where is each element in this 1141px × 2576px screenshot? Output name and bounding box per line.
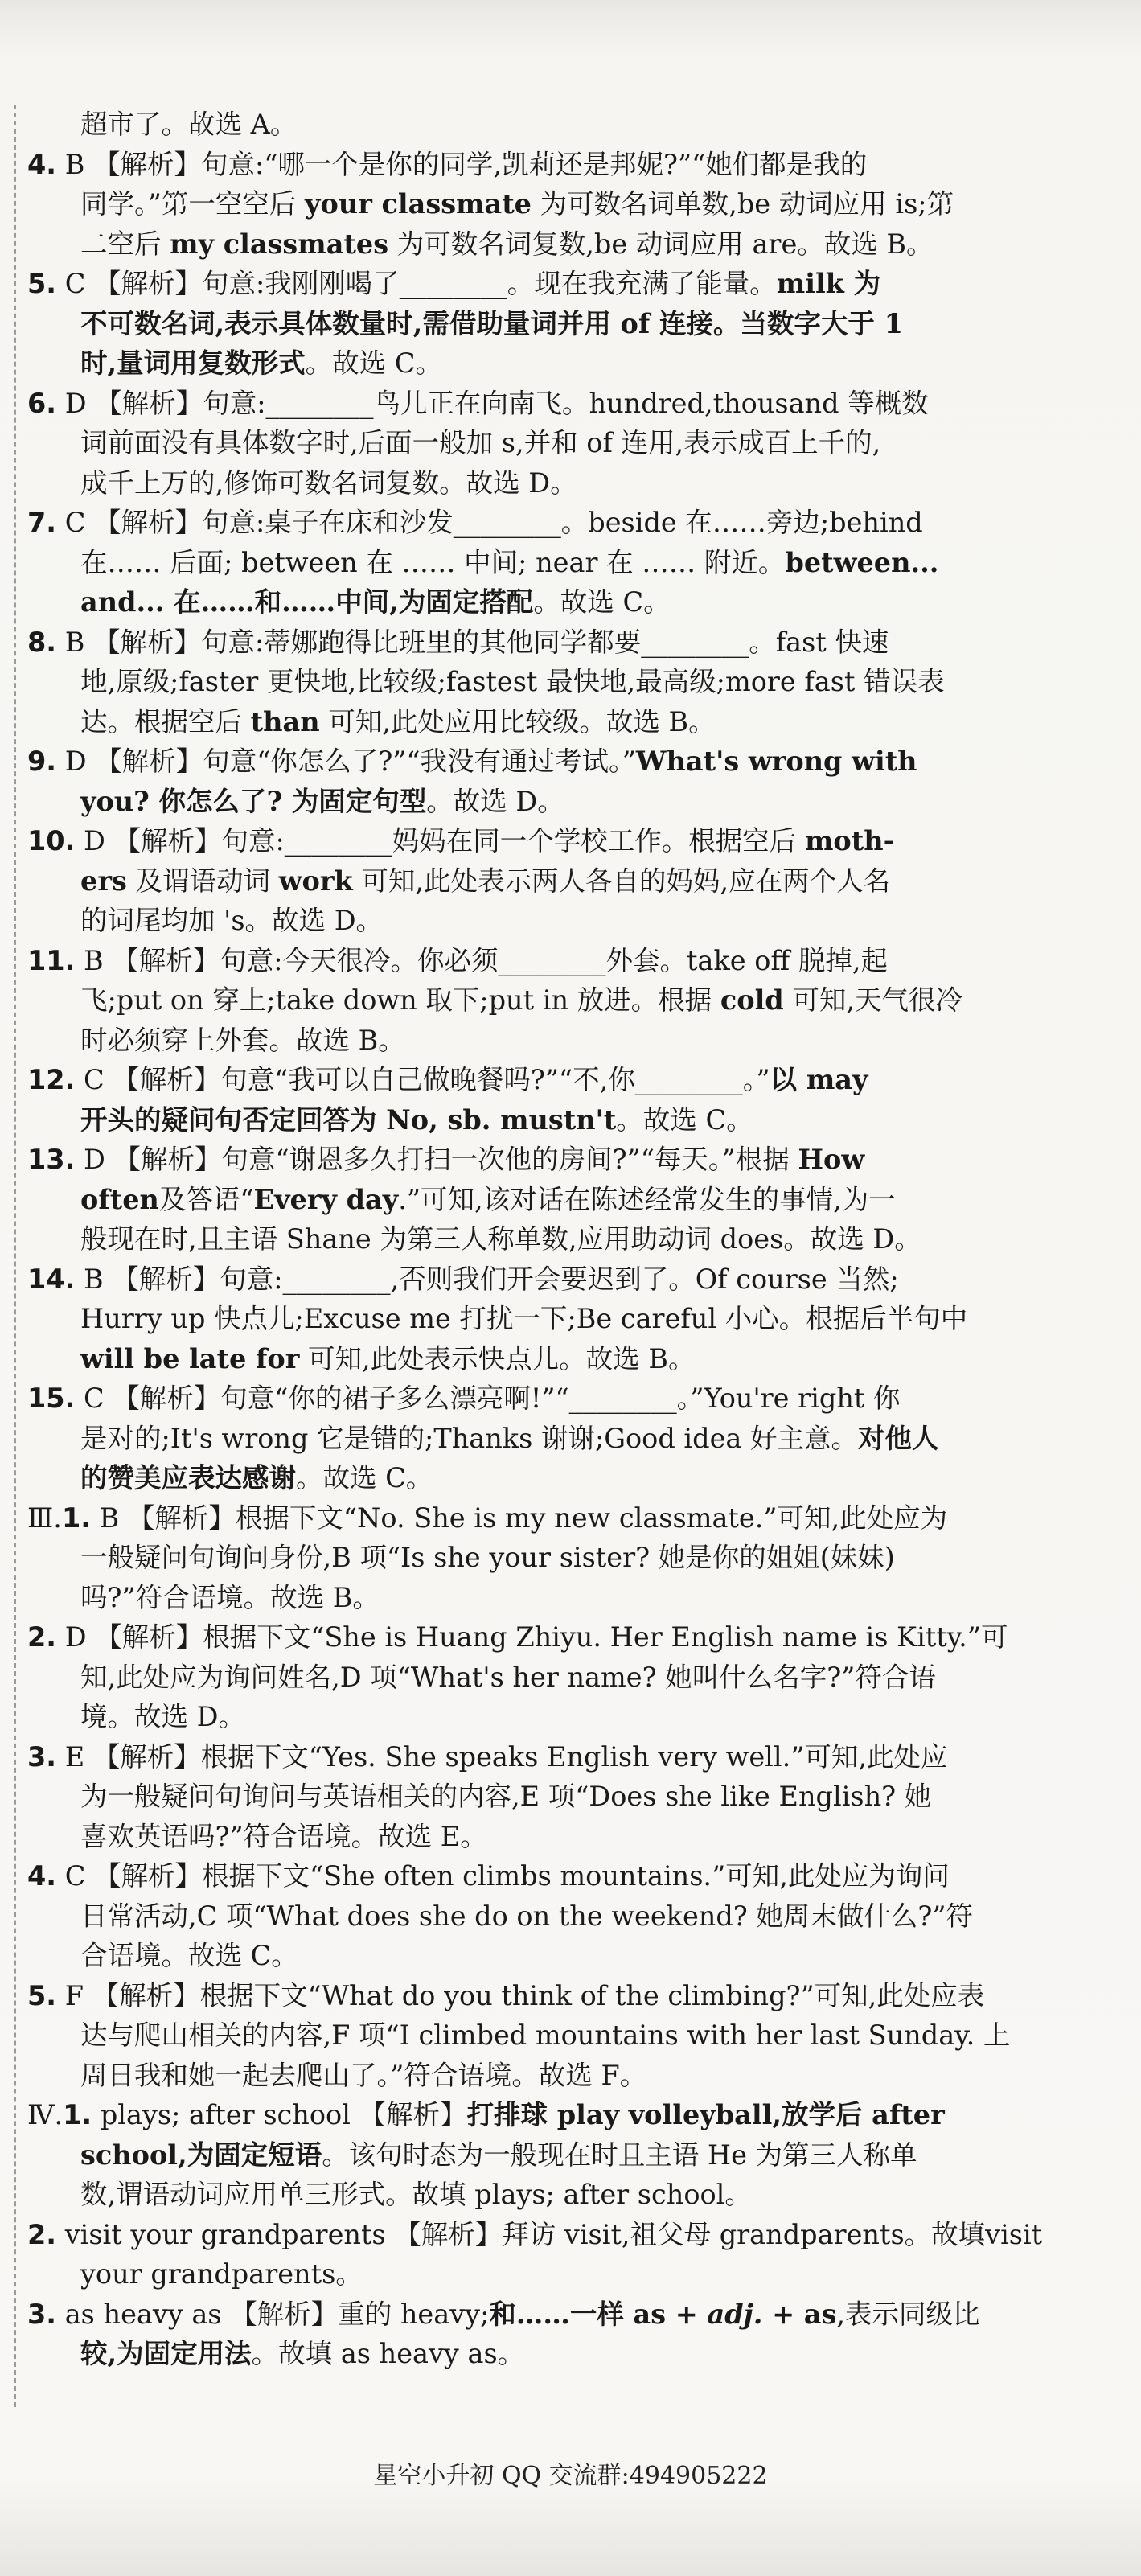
text-line: 13. D 【解析】句意“谢恩多久打扫一次他的房间?”“每天。”根据 How [27,1144,865,1175]
text-line: 日常活动,C 项“What does she do on the weekend? 她周末做什么?”符 [80,1900,973,1932]
text-line: 的赞美应表达感谢。故选 C。 [80,1462,433,1493]
text-line: and... 在……和……中间,为固定搭配。故选 C。 [80,586,671,618]
text-line: 4. B 【解析】句意:“哪一个是你的同学,凯莉还是邦妮?”“她们都是我的 [27,148,868,180]
text-line: 15. C 【解析】句意“你的裙子多么漂亮啊!”“________。”You're right 你 [27,1382,901,1414]
text-line: 5. C 【解析】句意:我刚刚喝了________。现在我充满了能量。milk 为 [27,268,881,299]
text-line: 开头的疑问句否定回答为 No, sb. mustn't。故选 C。 [80,1103,753,1136]
text-line: 数,谓语动词应用单三形式。故填 plays; after school。 [80,2179,752,2210]
text-line: 般现在时,且主语 Shane 为第三人称单数,应用助动词 does。故选 D。 [80,1223,921,1255]
text-line: 超市了。故选 A。 [80,109,298,140]
text-line: 较,为固定用法。故填 as heavy as。 [80,2338,525,2369]
text-line: 时必须穿上外套。故选 B。 [80,1024,405,1056]
text-line: 8. B 【解析】句意:蒂娜跑得比班里的其他同学都要________。fast 快速 [27,626,889,658]
text-line: 知,此处应为询问姓名,D 项“What's her name? 她叫什么名字?”符合语 [80,1661,936,1693]
text-line: 是对的;It's wrong 它是错的;Thanks 谢谢;Good idea 好主意。对他人 [80,1422,939,1454]
text-line: often及答语“Every day.”可知,该对话在陈述经常发生的事情,为一 [80,1183,896,1215]
text-line: 词前面没有具体数字时,后面一般加 s,并和 of 连用,表示成百上千的, [80,427,881,458]
text-line: 吗?”符合语境。故选 B。 [80,1581,380,1613]
text-line: 2. D 【解析】根据下文“She is Huang Zhiyu. Her English name is Kitty.”可 [27,1621,1008,1653]
text-line: 达与爬山相关的内容,F 项“I climbed mountains with her last Sunday. 上 [80,2019,1011,2051]
footer-qq-group: 星空小升初 QQ 交流群:494905222 [373,2462,768,2490]
text-line: 成千上万的,修饰可数名词复数。故选 D。 [80,466,577,499]
text-line: your grandparents。 [80,2258,363,2290]
text-line: 9. D 【解析】句意“你怎么了?”“我没有通过考试。”What's wrong with [27,746,917,777]
text-line: 7. C 【解析】句意:桌子在床和沙发________。beside 在……旁边;behind [27,507,923,538]
text-line: 14. B 【解析】句意:________,否则我们开会要迟到了。Of course 当然; [27,1263,899,1295]
text-line: 的词尾均加 's。故选 D。 [80,905,384,936]
text-line: 3. as heavy as 【解析】重的 heavy;和……一样 as + adj. + as,表示同级比 [27,2298,980,2330]
text-line: 2. visit your grandparents 【解析】拜访 visit,祖父母 grandparents。故填visit [27,2218,1043,2250]
text-line: 为一般疑问句询问与英语相关的内容,E 项“Does she like English? 她 [80,1781,932,1812]
text-line: school,为固定短语。该句时态为一般现在时且主语 He 为第三人称单 [80,2138,917,2171]
text-line: 在…… 后面; between 在 …… 中间; near 在 …… 附近。between... [80,546,939,578]
answer-explanations [27,105,1121,2374]
text-line: 11. B 【解析】句意:今天很冷。你必须________外套。take off 脱掉,起 [27,944,889,976]
text-line: Ⅳ.1. plays; after school 【解析】打排球 play volleyball,放学后 after [27,2099,945,2130]
text-line: will be late for 可知,此处表示快点儿。故选 B。 [80,1342,696,1374]
text-line: 合语境。故选 C。 [80,1940,298,1971]
text-line: Hurry up 快点儿;Excuse me 打扰一下;Be careful 小心。根据后半句中 [80,1303,968,1334]
text-line: 一般疑问句询问身份,B 项“Is she your sister? 她是你的姐姐(妹妹) [80,1542,895,1573]
text-line: 同学。”第一空空后 your classmate 为可数名词单数,be 动词应用 is;第 [80,188,954,220]
text-line: Ⅲ.1. B 【解析】根据下文“No. She is my new classmate.”可知,此处应为 [27,1502,948,1534]
margin-dashed-rule [14,105,16,2407]
text-line: 飞;put on 穿上;take down 取下;put in 放进。根据 cold 可知,天气很冷 [80,984,963,1016]
text-line: 二空后 my classmates 为可数名词复数,be 动词应用 are。故选 B。 [80,228,934,260]
text-line: 3. E 【解析】根据下文“Yes. She speaks English very well.”可知,此处应 [27,1740,948,1773]
text-line: 不可数名词,表示具体数量时,需借助量词并用 of 连接。当数字大于 1 [80,307,903,339]
text-line: you? 你怎么了? 为固定句型。故选 D。 [80,785,564,817]
text-line: 喜欢英语吗?”符合语境。故选 E。 [80,1820,487,1852]
text-line: 时,量词用复数形式。故选 C。 [80,347,442,379]
text-line: 10. D 【解析】句意:________妈妈在同一个学校工作。根据空后 moth- [27,825,895,857]
text-line: 6. D 【解析】句意:________鸟儿正在向南飞。hundred,thousand 等概数 [27,387,929,419]
text-line: 4. C 【解析】根据下文“She often climbs mountains.”可知,此处应为询问 [27,1860,950,1892]
text-line: 达。根据空后 than 可知,此处应用比较级。故选 B。 [80,705,716,737]
text-line: 5. F 【解析】根据下文“What do you think of the climbing?”可知,此处应表 [27,1979,985,2011]
text-line: 地,原级;faster 更快地,比较级;fastest 最快地,最高级;more fast 错误表 [80,666,945,697]
text-line: ers 及谓语动词 work 可知,此处表示两人各自的妈妈,应在两个人名 [80,865,891,897]
text-line: 境。故选 D。 [80,1701,246,1732]
text-line: 周日我和她一起去爬山了。”符合语境。故选 F。 [80,2059,647,2091]
text-line: 12. C 【解析】句意“我可以自己做晚餐吗?”“不,你________。”以 may [27,1064,868,1095]
